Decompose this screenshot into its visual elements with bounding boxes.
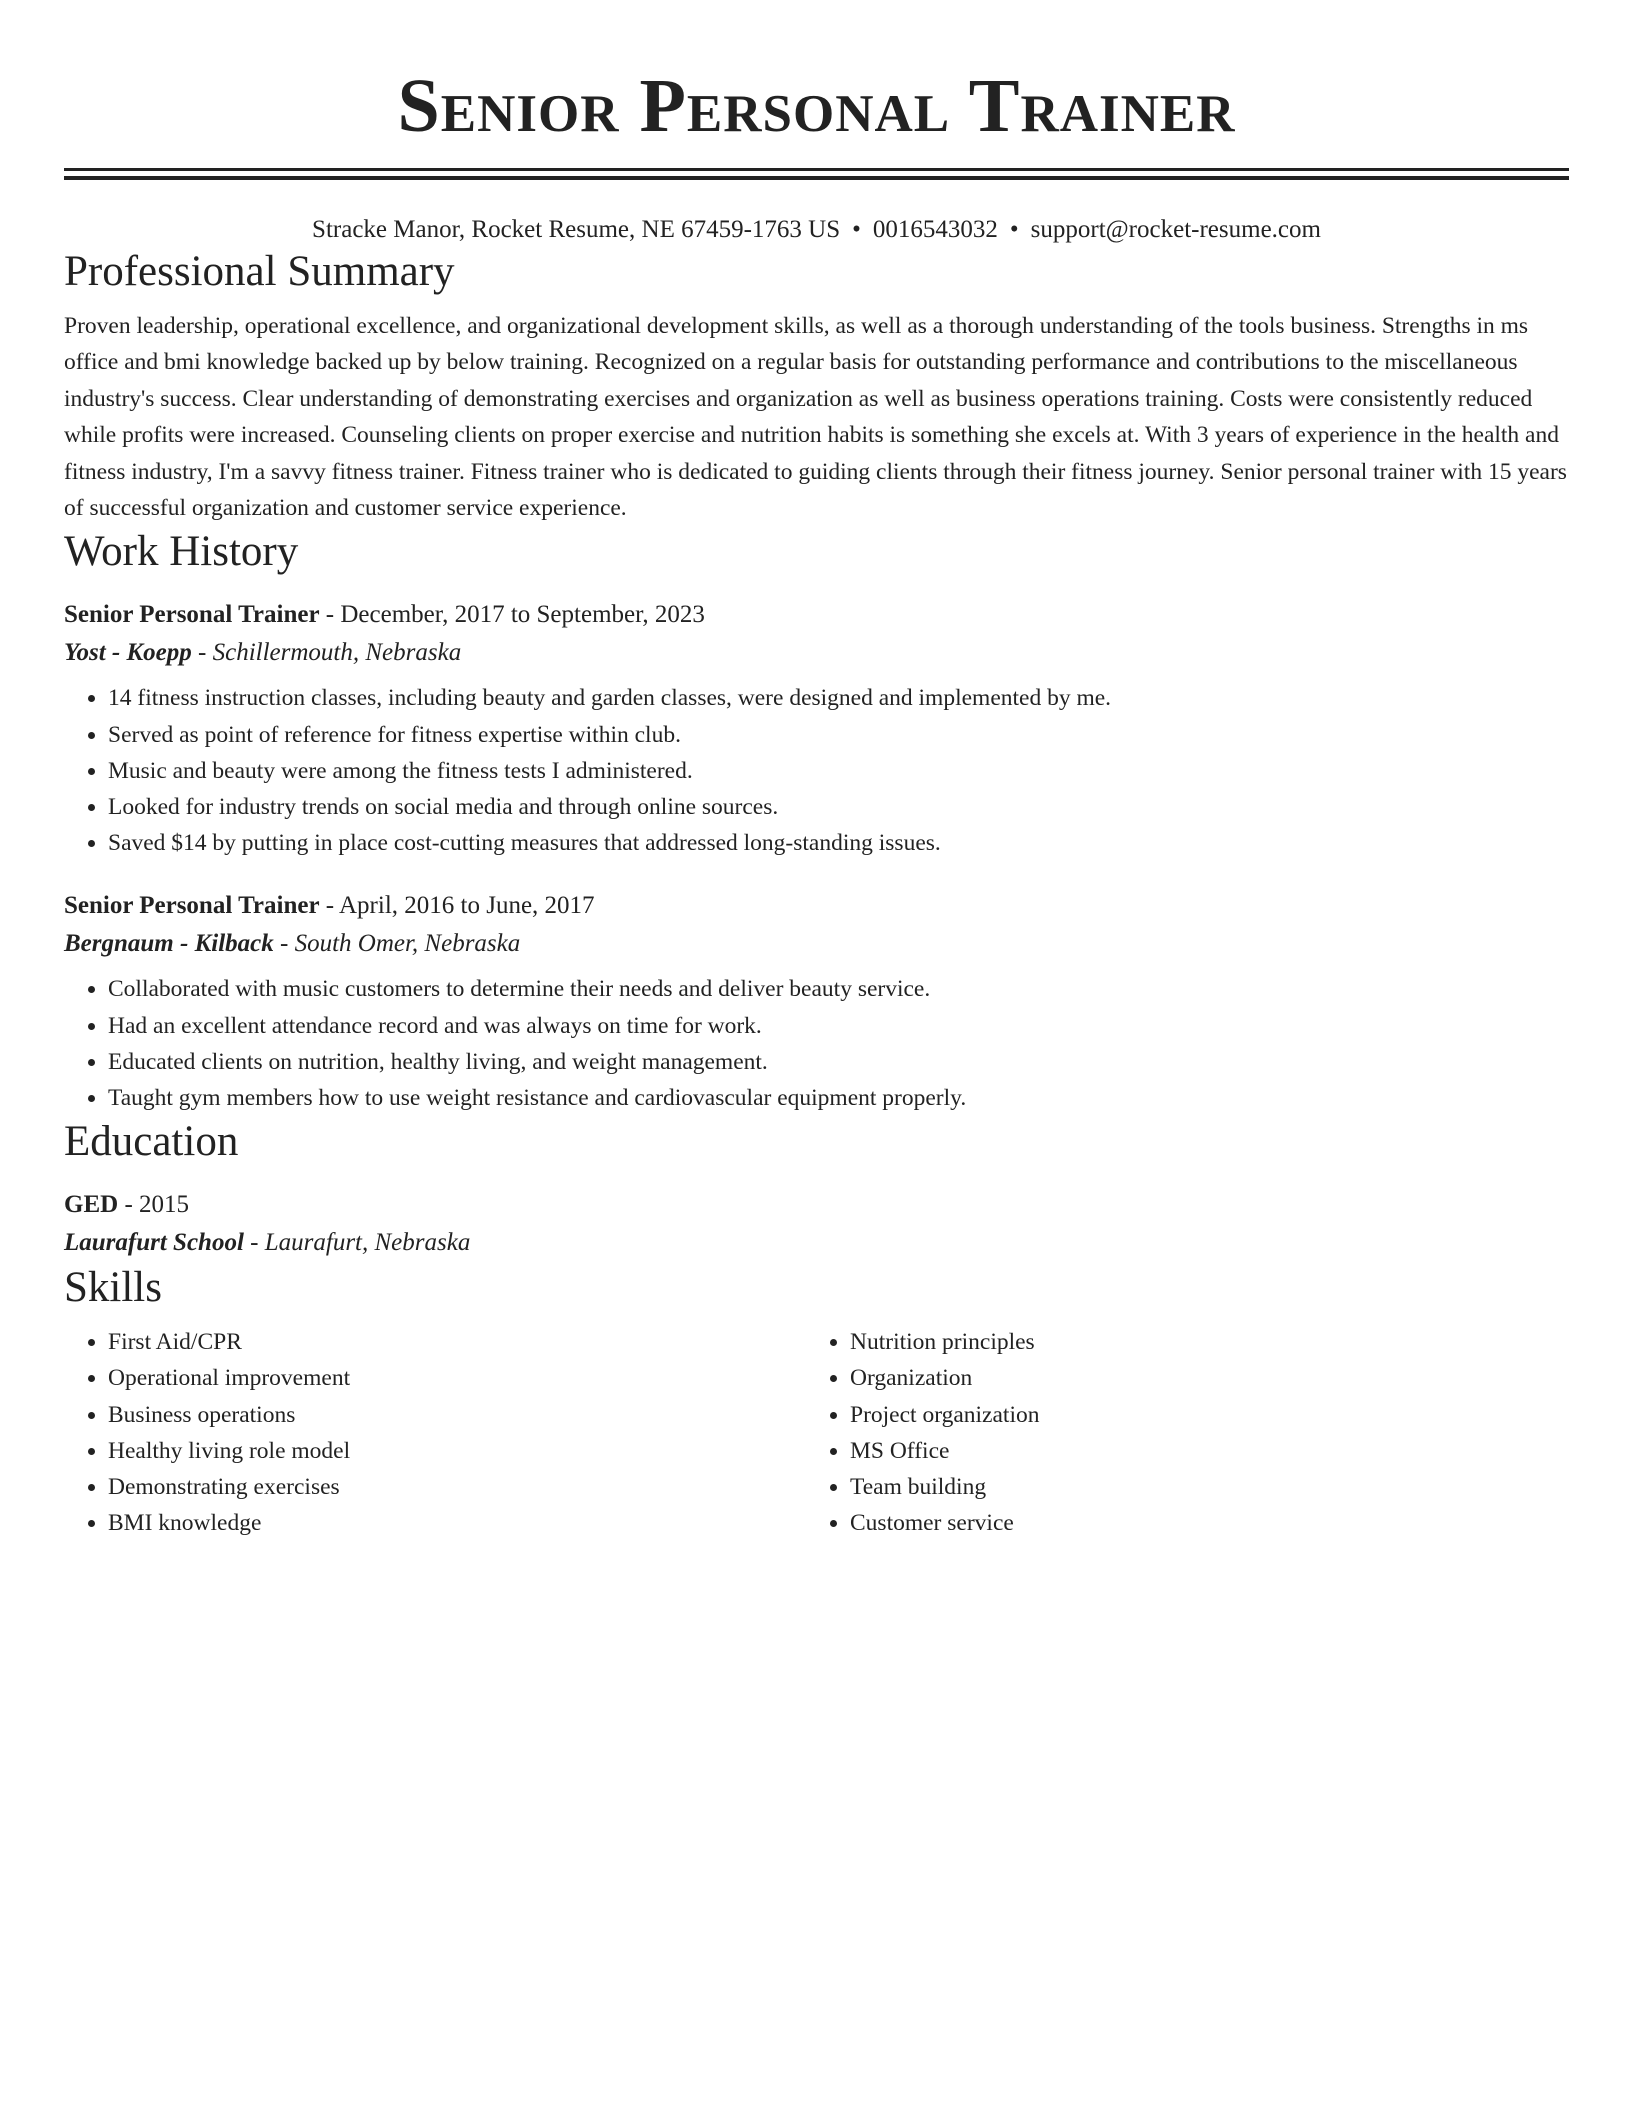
job-dates: - December, 2017 to September, 2023: [319, 601, 705, 629]
job-duties-list: [64, 680, 1569, 861]
education-school: Laurafurt School: [64, 1229, 244, 1257]
education-location: - Laurafurt, Nebraska: [243, 1229, 471, 1257]
contact-line: [64, 214, 1569, 246]
education-degree: GED: [64, 1191, 119, 1219]
summary-heading: Professional Summary: [64, 248, 455, 295]
job-header: [64, 887, 1569, 925]
job-company-line: [64, 925, 1569, 963]
contact-separator: •: [852, 216, 861, 243]
header-divider-top: [64, 168, 1569, 171]
job-role: Senior Personal Trainer: [64, 601, 320, 629]
job-header: [64, 596, 1569, 634]
job-dates: - April, 2016 to June, 2017: [319, 892, 595, 920]
education-header: [64, 1186, 1569, 1224]
job-duty: • Served as point of reference for fitness expertise within club.: [108, 717, 1569, 753]
job-duty: • Taught gym members how to use weight resistance and cardiovascular equipment properly.: [108, 1080, 1569, 1116]
skills-grid: [64, 1324, 1569, 1541]
job-duty: • Educated clients on nutrition, healthy living, and weight management.: [108, 1044, 1569, 1080]
skill-item: • MS Office: [850, 1433, 1548, 1469]
job-duty: • 14 fitness instruction classes, including beauty and garden classes, were designed and implemented by me.: [108, 680, 1569, 716]
job-company: Yost - Koepp: [64, 639, 192, 667]
job-location: - Schillermouth, Nebraska: [191, 639, 462, 667]
skill-item: • Customer service: [850, 1505, 1548, 1541]
job-duty: • Collaborated with music customers to determine their needs and deliver beauty service.: [108, 971, 1569, 1007]
skill-item: • Organization: [850, 1360, 1548, 1396]
skill-item: • Business operations: [108, 1397, 806, 1433]
education-entry: [64, 1186, 1569, 1262]
job-duty: • Looked for industry trends on social media and through online sources.: [108, 789, 1569, 825]
education-school-line: [64, 1224, 1569, 1262]
contact-address: Stracke Manor, Rocket Resume, NE 67459-1763 US: [312, 216, 841, 243]
education-heading: Education: [64, 1118, 239, 1166]
job-company-line: [64, 634, 1569, 672]
skills-column-right: [806, 1324, 1548, 1541]
skill-item: • First Aid/CPR: [108, 1324, 806, 1360]
summary-text: Proven leadership, operational excellence, and organizational development skills, as well as a thorough understanding of the tools business. Strengths in ms office and bmi knowledge backed up by below training. Recognized on a regular basis for outstanding performance and contributions to the miscellaneous industry's success. Clear understanding of demonstrating exercises and organization as well as business operations training. Costs were consistently reduced while profits were increased. Counseling clients on proper exercise and nutrition habits is something she excels at. With 3 years of experience in the health and fitness industry, I'm a savvy fitness trainer. Fitness trainer who is dedicated to guiding clients through their fitness journey. Senior personal trainer with 15 years of successful organization and customer service experience.: [64, 313, 1567, 522]
contact-phone: 0016543032: [872, 216, 998, 243]
skill-item: • Healthy living role model: [108, 1433, 806, 1469]
skill-item: • BMI knowledge: [108, 1505, 806, 1541]
skill-item: • Team building: [850, 1469, 1548, 1505]
skill-item: • Demonstrating exercises: [108, 1469, 806, 1505]
header-divider-bottom: [64, 176, 1569, 180]
skill-item: • Nutrition principles: [850, 1324, 1548, 1360]
skills-list: [64, 1324, 806, 1541]
education-year: - 2015: [118, 1191, 190, 1219]
resume-page: [64, 0, 1569, 1541]
work-history-heading: Work History: [64, 528, 299, 576]
job-location: - South Omer, Nebraska: [273, 930, 521, 958]
contact-separator: •: [1009, 216, 1019, 243]
skills-heading: Skills: [64, 1264, 162, 1312]
job-duty: • Music and beauty were among the fitness tests I administered.: [108, 753, 1569, 789]
job-duty: • Had an excellent attendance record and was always on time for work.: [108, 1008, 1569, 1044]
skill-item: • Operational improvement: [108, 1360, 806, 1396]
job-duty: • Saved $14 by putting in place cost-cutting measures that addressed long-standing issues.: [108, 825, 1569, 861]
job-entry: [64, 887, 1569, 1116]
resume-title: Senior Personal Trainer: [397, 64, 1236, 148]
job-entry: [64, 596, 1569, 861]
job-company: Bergnaum - Kilback: [64, 930, 274, 958]
job-duties-list: [64, 971, 1569, 1116]
job-role: Senior Personal Trainer: [64, 892, 320, 920]
skills-column-left: [64, 1324, 806, 1541]
skills-list: [806, 1324, 1548, 1541]
skill-item: • Project organization: [850, 1397, 1548, 1433]
contact-email: support@rocket-resume.com: [1030, 216, 1321, 243]
